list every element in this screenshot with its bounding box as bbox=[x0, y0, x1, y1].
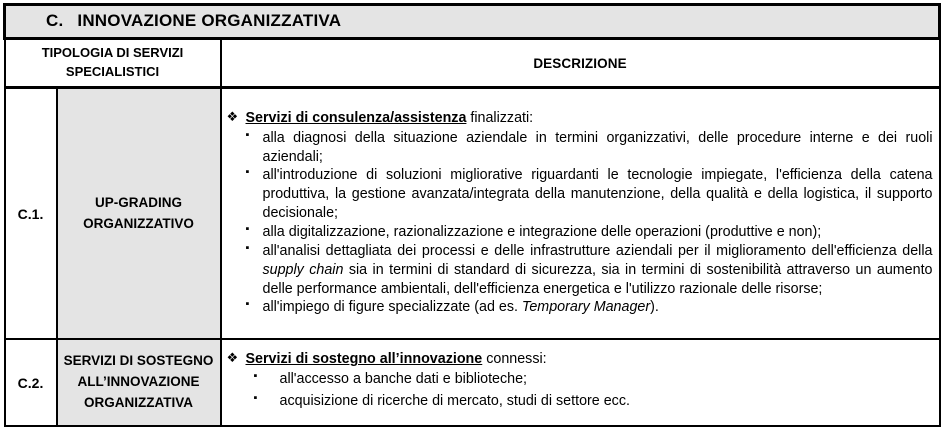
description-content-c1 bbox=[227, 109, 933, 317]
list-item-text: all'impiego di figure specializzate (ad es. Temporary Manager). bbox=[262, 299, 659, 316]
diamond-bullet-icon: ❖ bbox=[226, 350, 239, 366]
list-item bbox=[245, 129, 933, 167]
square-bullet-icon: ▪ bbox=[245, 223, 250, 235]
diamond-bullet-icon: ❖ bbox=[226, 108, 239, 124]
description-intro-c1 bbox=[227, 109, 933, 128]
description-intro-bold-c2: Servizi di sostegno all’innovazione bbox=[245, 351, 483, 368]
row-label-c1-line1: UP-GRADING bbox=[95, 194, 182, 210]
square-bullet-icon: ▪ bbox=[253, 370, 258, 383]
header-cell-tipologia bbox=[5, 39, 221, 88]
table-row bbox=[5, 339, 940, 426]
row-label-c1 bbox=[58, 193, 220, 235]
services-table bbox=[3, 3, 941, 427]
row-label-cell-c2 bbox=[57, 339, 221, 426]
row-code-cell-c1 bbox=[5, 88, 57, 340]
row-label-c2-line2: ALL’INNOVAZIONE ORGANIZZATIVA bbox=[77, 374, 200, 411]
description-list-c2 bbox=[227, 370, 933, 411]
list-item bbox=[245, 242, 933, 299]
description-intro-c2 bbox=[227, 350, 933, 369]
row-code-c1: C.1. bbox=[17, 205, 44, 222]
header-cell-descrizione bbox=[221, 39, 940, 88]
section-title-text: INNOVAZIONE ORGANIZZATIVA bbox=[77, 11, 342, 30]
square-bullet-icon: ▪ bbox=[245, 128, 250, 141]
list-item-text: acquisizione di ricerche di mercato, studi di settore ecc. bbox=[279, 393, 630, 409]
list-item-text: all'analisi dettagliata dei processi e delle infrastrutture aziendali per il miglioramento dell'efficienza della supply chain sia in termini di standard di sicurezza, sia in termini di sostenibilità attraverso un aumento delle performance ambientali, dell'efficienza energetica e l'utilizzo razionale delle risorse; bbox=[262, 242, 933, 297]
table-title-row bbox=[5, 5, 940, 39]
row-code-cell-c2 bbox=[5, 339, 57, 426]
square-bullet-icon: ▪ bbox=[253, 392, 258, 404]
row-label-c2-line1: SERVIZI DI SOSTEGNO bbox=[63, 353, 214, 369]
row-description-cell-c1 bbox=[221, 88, 940, 340]
section-title-code: C. bbox=[46, 11, 64, 30]
row-label-c1-line2: ORGANIZZATIVO bbox=[83, 215, 194, 231]
row-description-cell-c2 bbox=[221, 339, 940, 426]
square-bullet-icon: ▪ bbox=[245, 166, 250, 179]
table-row bbox=[5, 88, 940, 340]
list-item bbox=[245, 392, 933, 411]
table-header-row bbox=[5, 39, 940, 88]
description-list-c1 bbox=[227, 129, 933, 318]
list-item bbox=[245, 370, 933, 389]
list-item-text: alla digitalizzazione, razionalizzazione e integrazione delle operazioni (produttive e non); bbox=[262, 224, 822, 240]
square-bullet-icon: ▪ bbox=[245, 241, 250, 254]
list-item bbox=[245, 166, 933, 223]
header-label-descrizione: DESCRIZIONE bbox=[533, 55, 627, 71]
list-item bbox=[245, 223, 933, 242]
list-item-text: all'introduzione di soluzioni migliorative riguardanti le tecnologie impiegate, l'efficienza della catena produttiva, la gestione avanzata/integrata della manutenzione, della qualità e della logistica, il supporto decisionale; bbox=[262, 167, 933, 222]
list-item bbox=[245, 298, 933, 317]
header-label-tipologia: TIPOLOGIA DI SERVIZI SPECIALISTICI bbox=[41, 45, 184, 79]
description-content-c2 bbox=[227, 350, 933, 411]
row-label-cell-c1 bbox=[57, 88, 221, 340]
description-intro-rest-c2: connessi: bbox=[482, 351, 547, 368]
row-code-c2: C.2. bbox=[17, 374, 44, 391]
row-label-c2 bbox=[58, 351, 220, 414]
description-intro-bold-c1: Servizi di consulenza/assistenza bbox=[245, 109, 467, 126]
list-item-text: all'accesso a banche dati e biblioteche; bbox=[279, 371, 528, 388]
square-bullet-icon: ▪ bbox=[245, 298, 250, 311]
list-item-text: alla diagnosi della situazione aziendale in termini organizzativi, delle procedure interne e dei ruoli aziendali; bbox=[262, 129, 933, 165]
description-intro-rest-c1: finalizzati: bbox=[466, 109, 534, 126]
section-title-cell bbox=[5, 5, 940, 39]
